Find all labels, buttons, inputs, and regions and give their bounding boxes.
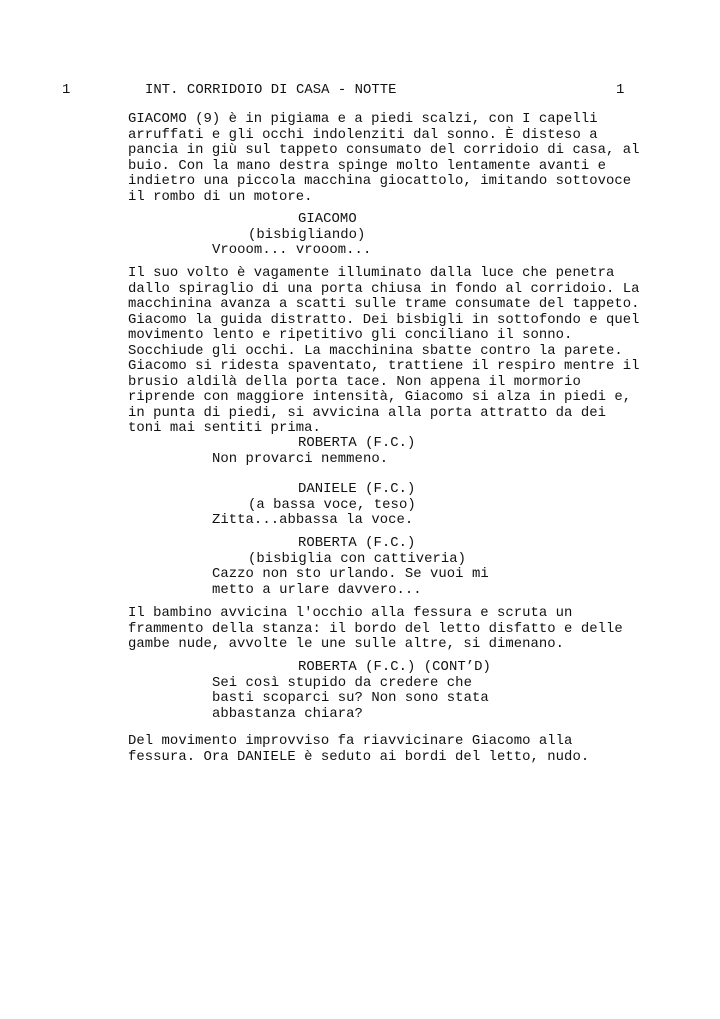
scene-number-left: 1 xyxy=(62,82,71,98)
action-line: Giacomo si ridesta spaventato, trattiene il respiro mentre il xyxy=(128,358,640,374)
dialogue-line: Non provarci nemmeno. xyxy=(212,450,389,467)
action-line: macchinina avanza a scatti sulle trame consumate del tappeto. xyxy=(128,296,640,312)
action-line: GIACOMO (9) è in pigiama e a piedi scalzi, con I capelli xyxy=(128,111,598,127)
character-name: ROBERTA (F.C.) xyxy=(298,435,416,451)
character-name: ROBERTA (F.C.) (CONT’D) xyxy=(298,659,491,675)
action-line: toni mai sentiti prima. xyxy=(128,420,321,436)
dialogue-line: Sei così stupido da credere che xyxy=(212,674,472,691)
action-line: Socchiude gli occhi. La macchinina sbatte contro la parete. xyxy=(128,342,623,359)
action-line: movimento lento e ripetitivo gli conciliano il sonno. xyxy=(128,327,573,343)
action-line: pancia in giù sul tappeto consumato del corridoio di casa, al xyxy=(128,142,640,158)
character-name: DANIELE (F.C.) xyxy=(298,481,416,497)
parenthetical: (a bassa voce, teso) xyxy=(248,496,416,513)
dialogue-line: Cazzo non sto urlando. Se vuoi mi xyxy=(212,566,489,582)
dialogue-line: Vrooom... vrooom... xyxy=(212,242,372,258)
parenthetical: (bisbiglia con cattiveria) xyxy=(248,550,467,567)
action-line: gambe nude, avvolte le une sulle altre, si dimenano. xyxy=(128,636,565,652)
dialogue-line: metto a urlare davvero... xyxy=(212,581,422,598)
dialogue-line: basti scoparci su? Non sono stata xyxy=(212,690,489,706)
dialogue-line: abbastanza chiara? xyxy=(212,705,363,722)
action-line: fessura. Ora DANIELE è seduto ai bordi del letto, nudo. xyxy=(128,748,590,765)
parenthetical: (bisbigliando) xyxy=(248,226,366,243)
action-line: buio. Con la mano destra spinge molto lentamente avanti e xyxy=(128,157,606,174)
action-line: indietro una piccola macchina giocattolo, imitando sottovoce xyxy=(128,173,632,189)
character-name: GIACOMO xyxy=(298,211,357,227)
action-line: il rombo di un motore. xyxy=(128,188,313,205)
action-line: frammento della stanza: il bordo del letto disfatto e delle xyxy=(128,620,623,637)
scene-number-right: 1 xyxy=(616,82,625,98)
character-name: ROBERTA (F.C.) xyxy=(298,535,416,551)
action-line: Il suo volto è vagamente illuminato dalla luce che penetra xyxy=(128,265,615,281)
action-line: Il bambino avvicina l'occhio alla fessura e scruta un xyxy=(128,605,573,621)
scene-heading: INT. CORRIDOIO DI CASA - NOTTE xyxy=(145,82,397,98)
action-line: riprende con maggiore intensità, Giacomo si alza in piedi e, xyxy=(128,389,632,405)
action-line: Del movimento improvviso fa riavvicinare Giacomo alla xyxy=(128,733,573,749)
dialogue-line: Zitta...abbassa la voce. xyxy=(212,512,414,528)
action-line: in punta di piedi, si avvicina alla porta attratto da dei xyxy=(128,404,606,421)
action-line: dallo spiraglio di una porta chiusa in fondo al corridoio. La xyxy=(128,280,640,297)
action-line: Giacomo la guida distratto. Dei bisbigli in sottofondo e quel xyxy=(128,311,640,328)
action-line: arruffati e gli occhi indolenziti dal sonno. È disteso a xyxy=(128,126,598,143)
action-line: brusio aldilà della porta tace. Non appena il mormorio xyxy=(128,373,581,390)
